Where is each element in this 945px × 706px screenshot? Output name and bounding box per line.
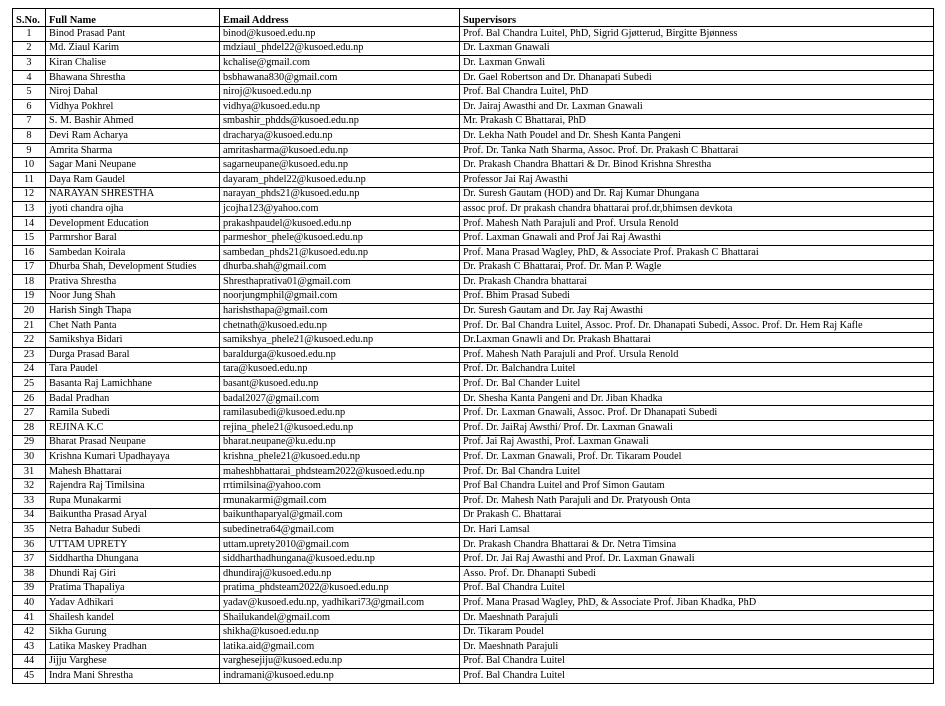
full-name-cell: UTTAM UPRETY	[46, 537, 220, 552]
serial-number-cell: 32	[13, 479, 46, 494]
table-row	[13, 85, 934, 100]
email-cell: basant@kusoed.edu.np	[220, 377, 460, 392]
supervisors-cell: Prof. Bal Chandra Luitel	[460, 581, 934, 596]
table-row	[13, 639, 934, 654]
table-row	[13, 406, 934, 421]
full-name-cell: S. M. Bashir Ahmed	[46, 114, 220, 129]
table-row	[13, 41, 934, 56]
table-row	[13, 566, 934, 581]
header-full-name: Full Name	[46, 9, 220, 27]
serial-number-cell: 24	[13, 362, 46, 377]
full-name-cell: Netra Bahadur Subedi	[46, 523, 220, 538]
supervisors-cell: Prof. Dr. Laxman Gnawali, Assoc. Prof. Dr Dhanapati Subedi	[460, 406, 934, 421]
serial-number-cell: 21	[13, 318, 46, 333]
email-cell: harishsthapa@gmail.com	[220, 304, 460, 319]
table-row	[13, 581, 934, 596]
email-cell: bsbhawana830@gmail.com	[220, 70, 460, 85]
supervisors-cell: Mr. Prakash C Bhattarai, PhD	[460, 114, 934, 129]
supervisors-cell: assoc prof. Dr prakash chandra bhattarai prof.dr,bhimsen devkota	[460, 202, 934, 217]
full-name-cell: Rajendra Raj Timilsina	[46, 479, 220, 494]
email-cell: kchalise@gmail.com	[220, 56, 460, 71]
serial-number-cell: 29	[13, 435, 46, 450]
serial-number-cell: 30	[13, 450, 46, 465]
email-cell: maheshbhattarai_phdsteam2022@kusoed.edu.np	[220, 464, 460, 479]
supervisors-cell: Prof. Jai Raj Awasthi, Prof. Laxman Gnawali	[460, 435, 934, 450]
serial-number-cell: 11	[13, 172, 46, 187]
header-email-address: Email Address	[220, 9, 460, 27]
supervisors-cell: Prof. Bal Chandra Luitel	[460, 654, 934, 669]
email-cell: bharat.neupane@ku.edu.np	[220, 435, 460, 450]
full-name-cell: Chet Nath Panta	[46, 318, 220, 333]
supervisors-cell: Dr. Prakash Chandra bhattarai	[460, 275, 934, 290]
serial-number-cell: 39	[13, 581, 46, 596]
table-row	[13, 552, 934, 567]
header-row	[13, 9, 934, 27]
full-name-cell: Amrita Sharma	[46, 143, 220, 158]
supervisors-cell: Prof. Dr. Balchandra Luitel	[460, 362, 934, 377]
serial-number-cell: 42	[13, 625, 46, 640]
table-row	[13, 625, 934, 640]
table-row	[13, 377, 934, 392]
full-name-cell: Prativa Shrestha	[46, 275, 220, 290]
full-name-cell: Indra Mani Shrestha	[46, 669, 220, 684]
serial-number-cell: 38	[13, 566, 46, 581]
supervisors-cell: Dr. Hari Lamsal	[460, 523, 934, 538]
serial-number-cell: 15	[13, 231, 46, 246]
supervisors-cell: Prof. Mana Prasad Wagley, PhD, & Associate Prof. Jiban Khadka, PhD	[460, 596, 934, 611]
supervisors-cell: Dr. Lekha Nath Poudel and Dr. Shesh Kanta Pangeni	[460, 129, 934, 144]
email-cell: prakashpaudel@kusoed.edu.np	[220, 216, 460, 231]
email-cell: dhundiraj@kusoed.edu.np	[220, 566, 460, 581]
serial-number-cell: 18	[13, 275, 46, 290]
serial-number-cell: 43	[13, 639, 46, 654]
full-name-cell: Shailesh kandel	[46, 610, 220, 625]
email-cell: sambedan_phds21@kusoed.edu.np	[220, 245, 460, 260]
email-cell: latika.aid@gmail.com	[220, 639, 460, 654]
table-row	[13, 231, 934, 246]
supervisors-cell: Dr. Tikaram Poudel	[460, 625, 934, 640]
full-name-cell: Mahesh Bhattarai	[46, 464, 220, 479]
email-cell: rrtimilsina@yahoo.com	[220, 479, 460, 494]
email-cell: Shresthaprativa01@gmail.com	[220, 275, 460, 290]
serial-number-cell: 8	[13, 129, 46, 144]
full-name-cell: Ramila Subedi	[46, 406, 220, 421]
full-name-cell: Basanta Raj Lamichhane	[46, 377, 220, 392]
full-name-cell: Dhurba Shah, Development Studies	[46, 260, 220, 275]
full-name-cell: jyoti chandra ojha	[46, 202, 220, 217]
serial-number-cell: 4	[13, 70, 46, 85]
full-name-cell: Badal Pradhan	[46, 391, 220, 406]
serial-number-cell: 26	[13, 391, 46, 406]
full-name-cell: Rupa Munakarmi	[46, 494, 220, 509]
full-name-cell: Development Education	[46, 216, 220, 231]
full-name-cell: Bharat Prasad Neupane	[46, 435, 220, 450]
email-cell: uttam.uprety2010@gmail.com	[220, 537, 460, 552]
serial-number-cell: 22	[13, 333, 46, 348]
serial-number-cell: 16	[13, 245, 46, 260]
serial-number-cell: 28	[13, 421, 46, 436]
full-name-cell: Devi Ram Acharya	[46, 129, 220, 144]
full-name-cell: Pratima Thapaliya	[46, 581, 220, 596]
supervisors-cell: Dr. Laxman Gnwali	[460, 56, 934, 71]
full-name-cell: Niroj Dahal	[46, 85, 220, 100]
serial-number-cell: 40	[13, 596, 46, 611]
email-cell: baikunthaparyal@gmail.com	[220, 508, 460, 523]
supervisors-cell: Prof. Laxman Gnawali and Prof Jai Raj Awasthi	[460, 231, 934, 246]
table-row	[13, 216, 934, 231]
email-cell: binod@kusoed.edu.np	[220, 27, 460, 42]
table-row	[13, 508, 934, 523]
table-row	[13, 27, 934, 42]
table-row	[13, 421, 934, 436]
table-row	[13, 172, 934, 187]
full-name-cell: Latika Maskey Pradhan	[46, 639, 220, 654]
table-row	[13, 245, 934, 260]
table-row	[13, 99, 934, 114]
full-name-cell: Krishna Kumari Upadhayaya	[46, 450, 220, 465]
table-row	[13, 202, 934, 217]
email-cell: vidhya@kusoed.edu.np	[220, 99, 460, 114]
full-name-cell: Siddhartha Dhungana	[46, 552, 220, 567]
email-cell: parmeshor_phele@kusoed.edu.np	[220, 231, 460, 246]
serial-number-cell: 20	[13, 304, 46, 319]
email-cell: subedinetra64@gmail.com	[220, 523, 460, 538]
email-cell: indramani@kusoed.edu.np	[220, 669, 460, 684]
table-row	[13, 348, 934, 363]
serial-number-cell: 34	[13, 508, 46, 523]
full-name-cell: Dhundi Raj Giri	[46, 566, 220, 581]
supervisors-cell: Prof Bal Chandra Luitel and Prof Simon Gautam	[460, 479, 934, 494]
serial-number-cell: 7	[13, 114, 46, 129]
students-table	[12, 8, 934, 684]
table-row	[13, 435, 934, 450]
serial-number-cell: 45	[13, 669, 46, 684]
supervisors-cell: Professor Jai Raj Awasthi	[460, 172, 934, 187]
table-row	[13, 494, 934, 509]
full-name-cell: Sagar Mani Neupane	[46, 158, 220, 173]
table-row	[13, 304, 934, 319]
email-cell: niroj@kusoed.edu.np	[220, 85, 460, 100]
supervisors-cell: Dr. Maeshnath Parajuli	[460, 610, 934, 625]
email-cell: dayaram_phdel22@kusoed.edu.np	[220, 172, 460, 187]
full-name-cell: Baikuntha Prasad Aryal	[46, 508, 220, 523]
table-row	[13, 289, 934, 304]
serial-number-cell: 25	[13, 377, 46, 392]
table-row	[13, 275, 934, 290]
serial-number-cell: 37	[13, 552, 46, 567]
email-cell: siddharthadhungana@kusoed.edu.np	[220, 552, 460, 567]
full-name-cell: Vidhya Pokhrel	[46, 99, 220, 114]
email-cell: badal2027@gmail.com	[220, 391, 460, 406]
table-row	[13, 537, 934, 552]
supervisors-cell: Prof. Dr. Laxman Gnawali, Prof. Dr. Tikaram Poudel	[460, 450, 934, 465]
header-serial-number: S.No.	[13, 9, 46, 27]
full-name-cell: Sambedan Koirala	[46, 245, 220, 260]
supervisors-cell: Dr.Laxman Gnawli and Dr. Prakash Bhattarai	[460, 333, 934, 348]
supervisors-cell: Dr. Prakash Chandra Bhattari & Dr. Binod Krishna Shrestha	[460, 158, 934, 173]
email-cell: dracharya@kusoed.edu.np	[220, 129, 460, 144]
email-cell: pratima_phdsteam2022@kusoed.edu.np	[220, 581, 460, 596]
table-row	[13, 464, 934, 479]
table-row	[13, 362, 934, 377]
serial-number-cell: 10	[13, 158, 46, 173]
serial-number-cell: 12	[13, 187, 46, 202]
supervisors-cell: Prof. Dr. Bal Chandra Luitel, Assoc. Prof. Dr. Dhanapati Subedi, Assoc. Prof. Dr. Hem Raj Kafle	[460, 318, 934, 333]
full-name-cell: Bhawana Shrestha	[46, 70, 220, 85]
email-cell: ramilasubedi@kusoed.edu.np	[220, 406, 460, 421]
email-cell: varghesejiju@kusoed.edu.np	[220, 654, 460, 669]
email-cell: rejina_phele21@kusoed.edu.np	[220, 421, 460, 436]
email-cell: amritasharma@kusoed.edu.np	[220, 143, 460, 158]
full-name-cell: Samikshya Bidari	[46, 333, 220, 348]
email-cell: noorjungmphil@gmail.com	[220, 289, 460, 304]
table-row	[13, 318, 934, 333]
supervisors-cell: Asso. Prof. Dr. Dhanapti Subedi	[460, 566, 934, 581]
table-row	[13, 596, 934, 611]
full-name-cell: Durga Prasad Baral	[46, 348, 220, 363]
full-name-cell: Yadav Adhikari	[46, 596, 220, 611]
table-row	[13, 391, 934, 406]
full-name-cell: Binod Prasad Pant	[46, 27, 220, 42]
supervisors-cell: Dr. Gael Robertson and Dr. Dhanapati Subedi	[460, 70, 934, 85]
table-row	[13, 114, 934, 129]
table-row	[13, 158, 934, 173]
serial-number-cell: 2	[13, 41, 46, 56]
serial-number-cell: 19	[13, 289, 46, 304]
table-row	[13, 143, 934, 158]
supervisors-cell: Prof. Dr. Mahesh Nath Parajuli and Dr. Pratyoush Onta	[460, 494, 934, 509]
email-cell: shikha@kusoed.edu.np	[220, 625, 460, 640]
full-name-cell: Tara Paudel	[46, 362, 220, 377]
serial-number-cell: 31	[13, 464, 46, 479]
supervisors-cell: Dr. Suresh Gautam and Dr. Jay Raj Awasthi	[460, 304, 934, 319]
table-row	[13, 523, 934, 538]
email-cell: chetnath@kusoed.edu.np	[220, 318, 460, 333]
full-name-cell: Daya Ram Gaudel	[46, 172, 220, 187]
email-cell: krishna_phele21@kusoed.edu.np	[220, 450, 460, 465]
supervisors-cell: Dr. Shesha Kanta Pangeni and Dr. Jiban Khadka	[460, 391, 934, 406]
serial-number-cell: 35	[13, 523, 46, 538]
email-cell: mdziaul_phdel22@kusoed.edu.np	[220, 41, 460, 56]
email-cell: sagarneupane@kusoed.edu.np	[220, 158, 460, 173]
table-row	[13, 669, 934, 684]
full-name-cell: Sikha Gurung	[46, 625, 220, 640]
header-supervisors: Supervisors	[460, 9, 934, 27]
table-row	[13, 129, 934, 144]
table-row	[13, 187, 934, 202]
supervisors-cell: Prof. Dr. Jai Raj Awasthi and Prof. Dr. Laxman Gnawali	[460, 552, 934, 567]
full-name-cell: Harish Singh Thapa	[46, 304, 220, 319]
email-cell: samikshya_phele21@kusoed.edu.np	[220, 333, 460, 348]
serial-number-cell: 9	[13, 143, 46, 158]
supervisors-cell: Prof. Dr. Tanka Nath Sharma, Assoc. Prof. Dr. Prakash C Bhattarai	[460, 143, 934, 158]
table-row	[13, 479, 934, 494]
supervisors-cell: Prof. Dr. Bal Chandra Luitel	[460, 464, 934, 479]
email-cell: smbashir_phdds@kusoed.edu.np	[220, 114, 460, 129]
serial-number-cell: 23	[13, 348, 46, 363]
supervisors-cell: Prof. Bal Chandra Luitel	[460, 669, 934, 684]
serial-number-cell: 27	[13, 406, 46, 421]
supervisors-cell: Prof. Dr. Bal Chander Luitel	[460, 377, 934, 392]
full-name-cell: Noor Jung Shah	[46, 289, 220, 304]
email-cell: narayan_phds21@kusoed.edu.np	[220, 187, 460, 202]
email-cell: yadav@kusoed.edu.np, yadhikari73@gmail.com	[220, 596, 460, 611]
serial-number-cell: 6	[13, 99, 46, 114]
full-name-cell: Jijju Varghese	[46, 654, 220, 669]
serial-number-cell: 44	[13, 654, 46, 669]
supervisors-cell: Dr. Suresh Gautam (HOD) and Dr. Raj Kumar Dhungana	[460, 187, 934, 202]
supervisors-cell: Prof. Mahesh Nath Parajuli and Prof. Ursula Renold	[460, 348, 934, 363]
serial-number-cell: 1	[13, 27, 46, 42]
full-name-cell: REJINA K.C	[46, 421, 220, 436]
serial-number-cell: 41	[13, 610, 46, 625]
table-row	[13, 450, 934, 465]
table-row	[13, 70, 934, 85]
serial-number-cell: 36	[13, 537, 46, 552]
table-row	[13, 333, 934, 348]
full-name-cell: NARAYAN SHRESTHA	[46, 187, 220, 202]
serial-number-cell: 14	[13, 216, 46, 231]
supervisors-cell: Prof. Mana Prasad Wagley, PhD, & Associate Prof. Prakash C Bhattarai	[460, 245, 934, 260]
supervisors-cell: Dr. Prakash C Bhattarai, Prof. Dr. Man P. Wagle	[460, 260, 934, 275]
email-cell: dhurba.shah@gmail.com	[220, 260, 460, 275]
table-row	[13, 260, 934, 275]
full-name-cell: Md. Ziaul Karim	[46, 41, 220, 56]
supervisors-cell: Dr. Jairaj Awasthi and Dr. Laxman Gnawali	[460, 99, 934, 114]
full-name-cell: Kiran Chalise	[46, 56, 220, 71]
table-row	[13, 654, 934, 669]
supervisors-cell: Prof. Bal Chandra Luitel, PhD	[460, 85, 934, 100]
supervisors-cell: Prof. Dr. JaiRaj Awsthi/ Prof. Dr. Laxman Gnawali	[460, 421, 934, 436]
table-row	[13, 610, 934, 625]
serial-number-cell: 17	[13, 260, 46, 275]
serial-number-cell: 3	[13, 56, 46, 71]
supervisors-cell: Dr Prakash C. Bhattarai	[460, 508, 934, 523]
email-cell: baraldurga@kusoed.edu.np	[220, 348, 460, 363]
supervisors-cell: Dr. Maeshnath Parajuli	[460, 639, 934, 654]
supervisors-cell: Dr. Prakash Chandra Bhattarai & Dr. Netra Timsina	[460, 537, 934, 552]
serial-number-cell: 13	[13, 202, 46, 217]
email-cell: rmunakarmi@gmail.com	[220, 494, 460, 509]
full-name-cell: Parmrshor Baral	[46, 231, 220, 246]
email-cell: tara@kusoed.edu.np	[220, 362, 460, 377]
serial-number-cell: 33	[13, 494, 46, 509]
email-cell: jcojha123@yahoo.com	[220, 202, 460, 217]
serial-number-cell: 5	[13, 85, 46, 100]
supervisors-cell: Dr. Laxman Gnawali	[460, 41, 934, 56]
supervisors-cell: Prof. Bhim Prasad Subedi	[460, 289, 934, 304]
email-cell: Shailukandel@gmail.com	[220, 610, 460, 625]
supervisors-cell: Prof. Mahesh Nath Parajuli and Prof. Ursula Renold	[460, 216, 934, 231]
supervisors-cell: Prof. Bal Chandra Luitel, PhD, Sigrid Gjøtterud, Birgitte Bjønness	[460, 27, 934, 42]
table-row	[13, 56, 934, 71]
